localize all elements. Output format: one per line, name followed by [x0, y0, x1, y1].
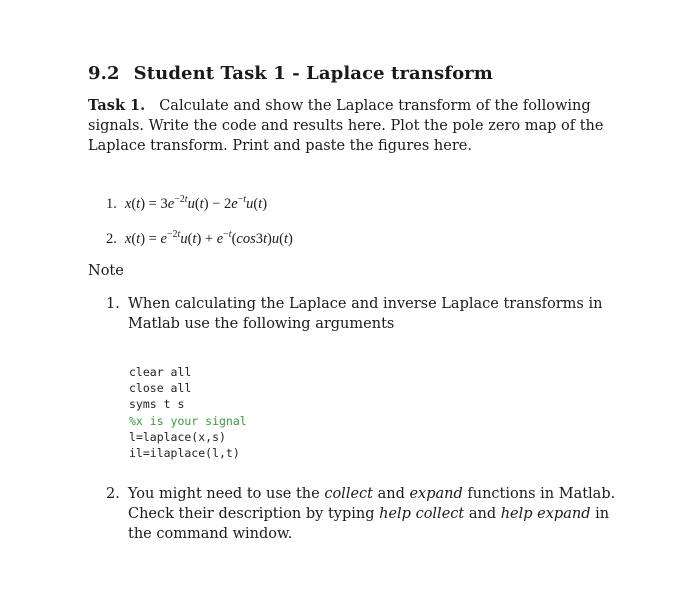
signal-number: 2. [106, 231, 117, 247]
expand-function-name: expand [409, 486, 463, 502]
signal-number: 1. [106, 196, 117, 212]
note-text-part: and [468, 506, 497, 522]
code-line: syms t s [129, 397, 185, 412]
note-text [128, 484, 626, 544]
signal-equation-1: 1. $x(t) = 3e^{-2t}u(t) - 2e^{-t}u(t)$ [106, 194, 268, 212]
code-line: il=ilaplace(l,t) [129, 446, 240, 461]
code-line: clear all [129, 365, 192, 379]
note-number: 2. [106, 486, 120, 502]
signal-equation-2: 2. $x(t) = e^{-2t}u(t) + e^{-t}(\cos 3t)u(t)$ [106, 229, 293, 247]
help-collect-command: help collect [379, 506, 465, 522]
note-item-1 [106, 294, 626, 334]
note-text-part: You might need to use the [128, 486, 320, 502]
note-heading: Note [88, 263, 124, 279]
note-text-part: and [377, 486, 405, 502]
matlab-code-block [129, 364, 247, 461]
section-heading [88, 63, 493, 84]
code-line: l=laplace(x,s) [129, 429, 226, 444]
collect-function-name: collect [324, 486, 373, 502]
code-line: close all [129, 381, 192, 396]
task-text: Calculate and show the Laplace transform of the following signals. Write the code and results here. Plot the pole zero map of the Laplace transform. Print and paste the figures here. [88, 98, 604, 154]
code-comment-line: %x is your signal [129, 413, 247, 428]
section-number: 9.2 [88, 63, 120, 84]
note-text-part: functions in Matlab. Check their description by typing [128, 486, 616, 522]
section-title: Student Task 1 - Laplace transform [133, 63, 493, 84]
help-expand-command: help expand [500, 506, 591, 522]
note-item-2 [106, 484, 626, 544]
note-number: 1. [106, 296, 120, 312]
task-paragraph [88, 96, 628, 156]
note-text: When calculating the Laplace and inverse Laplace transforms in Matlab use the following arguments [128, 296, 603, 332]
task-label: Task 1. [88, 97, 146, 114]
note-text-part: in the command window. [128, 506, 610, 542]
